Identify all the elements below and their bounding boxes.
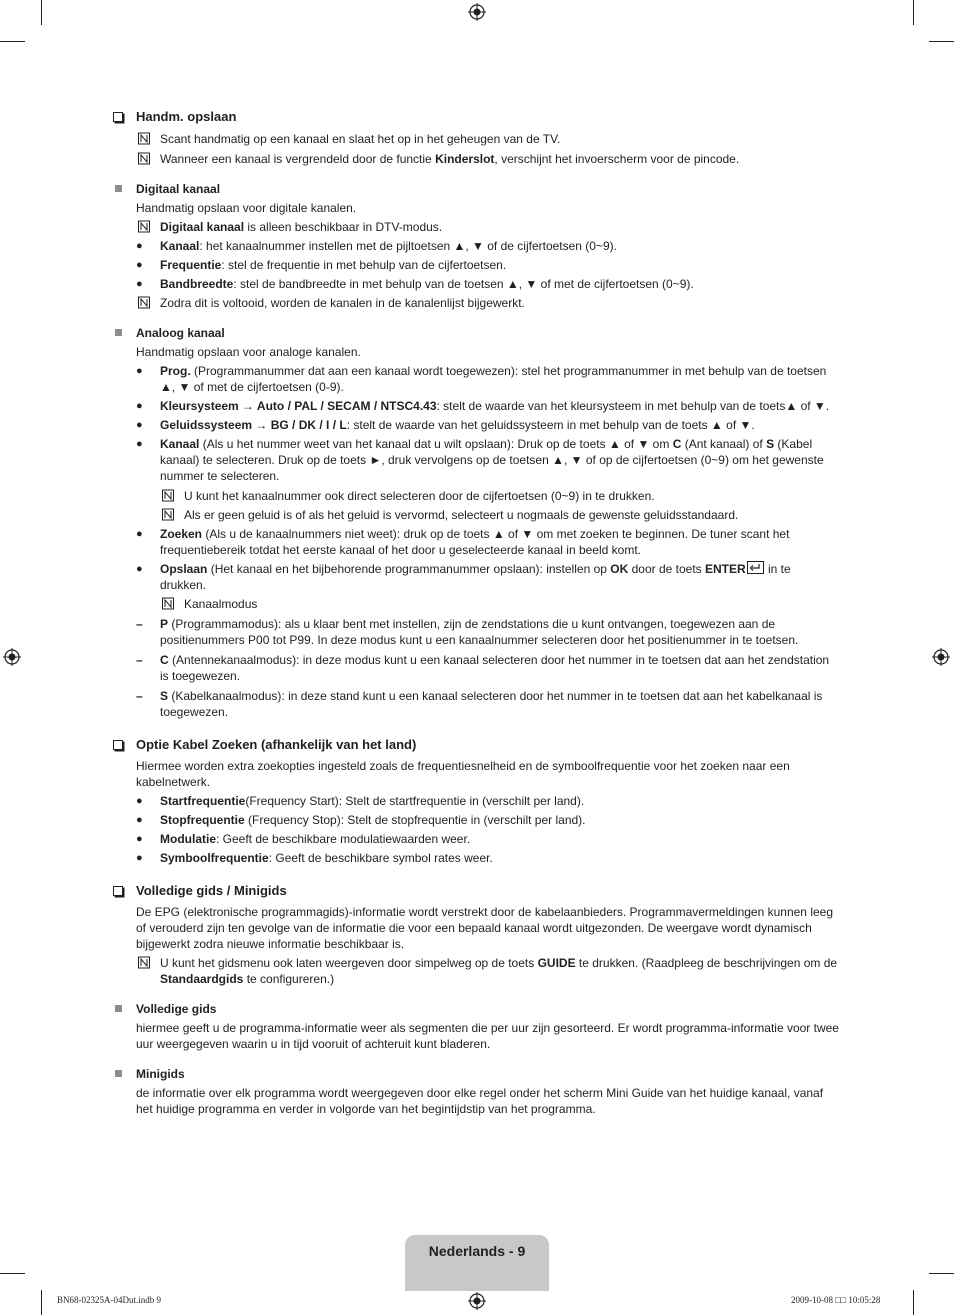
square-bullet-icon xyxy=(115,185,122,192)
bullet-icon: ● xyxy=(136,833,143,845)
note-text: te drukken. (Raadpleeg de beschrijvingen om de xyxy=(575,956,838,970)
note-text: Wanneer een kanaal is vergrendeld door de functie xyxy=(160,152,436,166)
note-text: U kunt het kanaalnummer ook direct selecteren door de cijfertoetsen (0~9) in te drukken. xyxy=(184,489,655,503)
section-title-gids xyxy=(113,882,840,900)
note-text: Zodra dit is voltooid, worden de kanalen in de kanalenlijst bijgewerkt. xyxy=(160,296,525,310)
page-number: Nederlands - 9 xyxy=(428,1243,526,1259)
bullet-icon: ● xyxy=(136,400,143,412)
note-icon xyxy=(160,597,176,610)
bullet-bold: Geluidssysteem → BG / DK / I / L xyxy=(160,418,347,432)
subsection-title-analoog xyxy=(113,325,840,341)
bullet-text: (Frequency Stop): Stelt de stopfrequentie in (verschilt per land). xyxy=(244,813,586,827)
bullet-bold: Frequentie xyxy=(160,258,222,272)
note-item xyxy=(113,295,840,311)
bullet-item xyxy=(113,436,840,484)
bullet-text: door de toets xyxy=(628,562,705,576)
mode-text: (Kabelkanaalmodus): in deze stand kunt u een kanaal selecteren door het nummer in te toetsen dat aan het kabelkanaal is toegewezen. xyxy=(160,689,823,719)
bullet-text: (Programmanummer dat aan een kanaal wordt toegewezen): stel het programmanummer in met behulp van de toetsen ▲, ▼ of met de cijfertoetsen (0-9). xyxy=(160,364,827,394)
note-bold: Digitaal kanaal xyxy=(160,220,245,234)
bullet-text: (Het kanaal en het bijbehorende programmanummer opslaan): instellen op xyxy=(207,562,611,576)
bullet-item xyxy=(113,850,840,866)
mode-item xyxy=(113,616,840,648)
bullet-icon: ● xyxy=(136,814,143,826)
bullet-text: (Kabel kanaal) te selecteren. Druk op de toets ►, druk vervolgens op de toetsen ▲, ▼ of op de cijfertoetsen (0~9) om het gewenste nummer te selecteren. xyxy=(160,437,824,483)
subsection-title-volledige-gids xyxy=(113,1001,840,1017)
bullet-icon: ● xyxy=(136,852,143,864)
checkbox-icon xyxy=(113,886,123,896)
note-text: is alleen beschikbaar in DTV-modus. xyxy=(244,220,443,234)
bullet-bold: Symboolfrequentie xyxy=(160,851,269,865)
subsection-title-text: Analoog kanaal xyxy=(136,326,225,340)
bullet-item xyxy=(113,238,840,254)
bullet-bold: Kanaal xyxy=(160,239,200,253)
note-bold: Kinderslot xyxy=(435,152,495,166)
square-bullet-icon xyxy=(115,1070,122,1077)
bullet-icon: ● xyxy=(136,278,143,290)
mode-bold: P xyxy=(160,617,169,631)
bullet-icon: ● xyxy=(136,563,143,575)
bullet-bold: Startfrequentie xyxy=(160,794,246,808)
subsection-title-text: Volledige gids xyxy=(136,1002,217,1016)
note-bold: Standaardgids xyxy=(160,972,244,986)
note-item xyxy=(113,151,840,167)
section-title-text: Volledige gids / Minigids xyxy=(136,883,287,898)
subsection-title-text: Digitaal kanaal xyxy=(136,182,221,196)
bullet-bold: Zoeken xyxy=(160,527,203,541)
crop-mark xyxy=(0,1273,25,1274)
section-title-text: Optie Kabel Zoeken (afhankelijk van het land) xyxy=(136,737,417,752)
paragraph: De EPG (elektronische programmagids)-informatie wordt verstrekt door de kabelaanbieders. Programmavermeldingen kunnen leeg of verouderd zijn ten gevolge van de informatie die voor een bepaald kanaal wordt uitgezonden. De weergave wordt dynamisch bijgewerkt zodra nieuwe informatie beschikbaar is. xyxy=(136,905,834,951)
bullet-bold: ENTER xyxy=(704,562,746,576)
note-text: U kunt het gidsmenu ook laten weergeven door simpelweg op de toets xyxy=(160,956,538,970)
bullet-bold: C xyxy=(672,437,682,451)
note-icon xyxy=(136,956,152,969)
bullet-bold: Modulatie xyxy=(160,832,216,846)
dash-icon: – xyxy=(136,653,143,667)
bullet-item xyxy=(113,257,840,273)
print-slug-right: 2009-10-08 □□ 10:05:28 xyxy=(791,1295,881,1305)
bullet-text: (Ant kanaal) of xyxy=(681,437,767,451)
note-icon xyxy=(136,220,152,233)
note-item xyxy=(113,488,840,504)
mode-bold: C xyxy=(160,653,169,667)
registration-mark-icon xyxy=(468,1292,486,1310)
checkbox-icon xyxy=(113,740,123,750)
subsection-title-minigids xyxy=(113,1066,840,1082)
bullet-item xyxy=(113,793,840,809)
bullet-icon: ● xyxy=(136,528,143,540)
bullet-item xyxy=(113,812,840,828)
section-title-text: Handm. opslaan xyxy=(136,109,237,124)
bullet-text: : Geeft de beschikbare symbol rates weer. xyxy=(268,851,493,865)
bullet-item xyxy=(113,363,840,395)
dash-icon: – xyxy=(136,617,143,631)
paragraph: de informatie over elk programma wordt weergegeven door elke regel onder het scherm Mini Guide van het huidige kanaal, vanaf het huidige programma en verder in volgorde van het begintijdstip van het programma. xyxy=(136,1086,824,1116)
bullet-icon: ● xyxy=(136,438,143,450)
crop-mark xyxy=(913,0,914,25)
crop-mark xyxy=(929,41,954,42)
bullet-text: in te drukken. xyxy=(160,562,791,592)
note-item xyxy=(113,955,840,987)
page-number-tab xyxy=(405,1235,549,1291)
bullet-text: : stel de bandbreedte in met behulp van de toetsen ▲, ▼ of met de cijfertoetsen (0~9). xyxy=(233,277,694,291)
note-bold: GUIDE xyxy=(537,956,576,970)
crop-mark xyxy=(41,0,42,25)
note-text: , verschijnt het invoerscherm voor de pincode. xyxy=(494,152,740,166)
registration-mark-icon xyxy=(932,648,950,666)
bullet-bold: Kanaal xyxy=(160,437,200,451)
crop-mark xyxy=(929,1273,954,1274)
bullet-item xyxy=(113,526,840,558)
main-content xyxy=(113,108,840,1117)
bullet-bold: Stopfrequentie xyxy=(160,813,245,827)
bullet-text: (Als u het nummer weet van het kanaal dat u wilt opslaan): Druk op de toets ▲ of ▼ om xyxy=(199,437,673,451)
mode-text: (Antennekanaalmodus): in deze modus kunt u een kanaal selecteren door het nummer in te toetsen dat aan het zendstation is toegewezen. xyxy=(160,653,830,683)
bullet-icon: ● xyxy=(136,365,143,377)
bullet-text: : het kanaalnummer instellen met de pijltoetsen ▲, ▼ of de cijfertoetsen (0~9). xyxy=(199,239,617,253)
paragraph: hiermee geeft u de programma-informatie weer als segmenten die per uur zijn gesorteerd. Er wordt programma-informatie voor twee uur weergegeven waarin u in tijd vooruit of achteruit kunt bladeren. xyxy=(136,1021,839,1051)
bullet-text: (Als u de kanaalnummers niet weet): druk op de toets ▲ of ▼ om met zoeken te beginnen. De tuner scant het frequentiebereik totdat het eerste kanaal of het door u geselecteerde kanaal in beeld komt. xyxy=(160,527,790,557)
section-title-handm xyxy=(113,108,840,126)
bullet-bold: S xyxy=(766,437,775,451)
crop-mark xyxy=(913,1290,914,1315)
note-icon xyxy=(136,152,152,165)
paragraph: Hiermee worden extra zoekopties ingesteld zoals de frequentiesnelheid en de symboolfrequentie voor het zoeken naar een kabelnetwerk. xyxy=(136,759,790,789)
bullet-text: : stel de frequentie in met behulp van de cijfertoetsen. xyxy=(221,258,507,272)
dash-icon: – xyxy=(136,689,143,703)
bullet-item xyxy=(113,417,840,433)
bullet-icon: ● xyxy=(136,795,143,807)
crop-mark xyxy=(0,41,25,42)
registration-mark-icon xyxy=(468,3,486,21)
bullet-item xyxy=(113,276,840,292)
square-bullet-icon xyxy=(115,329,122,336)
subsection-title-text: Minigids xyxy=(136,1067,185,1081)
bullet-icon: ● xyxy=(136,240,143,252)
checkbox-icon xyxy=(113,112,123,122)
bullet-text: : stelt de waarde van het kleursysteem in met behulp van de toets▲ of ▼. xyxy=(436,399,830,413)
note-text: Als er geen geluid is of als het geluid is vervormd, selecteert u nogmaals de gewenste geluidsstandaard. xyxy=(184,508,739,522)
note-text: Scant handmatig op een kanaal en slaat het op in het geheugen van de TV. xyxy=(160,132,561,146)
bullet-item xyxy=(113,831,840,847)
note-item xyxy=(113,507,840,523)
print-slug-left: BN68-02325A-04Dut.indb 9 xyxy=(57,1295,161,1305)
bullet-bold: OK xyxy=(610,562,629,576)
section-title-kabel xyxy=(113,736,840,754)
bullet-bold: Bandbreedte xyxy=(160,277,234,291)
bullet-item xyxy=(113,561,840,593)
note-item xyxy=(113,219,840,235)
bullet-text: : Geeft de beschikbare modulatiewaarden weer. xyxy=(216,832,471,846)
bullet-text: : stelt de waarde van het geluidssysteem in met behulp van de toets ▲ of ▼. xyxy=(346,418,755,432)
mode-item xyxy=(113,652,840,684)
crop-mark xyxy=(41,1290,42,1315)
bullet-bold: Kleursysteem → Auto / PAL / SECAM / NTSC4.43 xyxy=(160,399,437,413)
bullet-icon: ● xyxy=(136,259,143,271)
note-text: Kanaalmodus xyxy=(184,597,258,611)
note-text: te configureren.) xyxy=(243,972,335,986)
note-icon xyxy=(160,489,176,502)
mode-item xyxy=(113,688,840,720)
bullet-bold: Prog. xyxy=(160,364,191,378)
note-icon xyxy=(136,132,152,145)
mode-text: (Programmamodus): als u klaar bent met instellen, zijn de zendstations die u kunt ontvangen, toegewezen aan de positienummers P00 tot P99. In deze modus kunt u een kanaalnummer selecteren door het positienummer in te toetsen. xyxy=(160,617,799,647)
bullet-icon: ● xyxy=(136,419,143,431)
note-item xyxy=(113,596,840,612)
note-icon xyxy=(160,508,176,521)
mode-bold: S xyxy=(160,689,169,703)
enter-key-icon xyxy=(747,561,764,574)
registration-mark-icon xyxy=(3,648,21,666)
subsection-title-digitaal xyxy=(113,181,840,197)
paragraph: Handmatig opslaan voor analoge kanalen. xyxy=(136,345,361,359)
paragraph: Handmatig opslaan voor digitale kanalen. xyxy=(136,201,357,215)
note-item xyxy=(113,131,840,147)
square-bullet-icon xyxy=(115,1005,122,1012)
note-icon xyxy=(136,296,152,309)
bullet-text: (Frequency Start): Stelt de startfrequentie in (verschilt per land). xyxy=(245,794,585,808)
bullet-item xyxy=(113,398,840,414)
bullet-bold: Opslaan xyxy=(160,562,208,576)
